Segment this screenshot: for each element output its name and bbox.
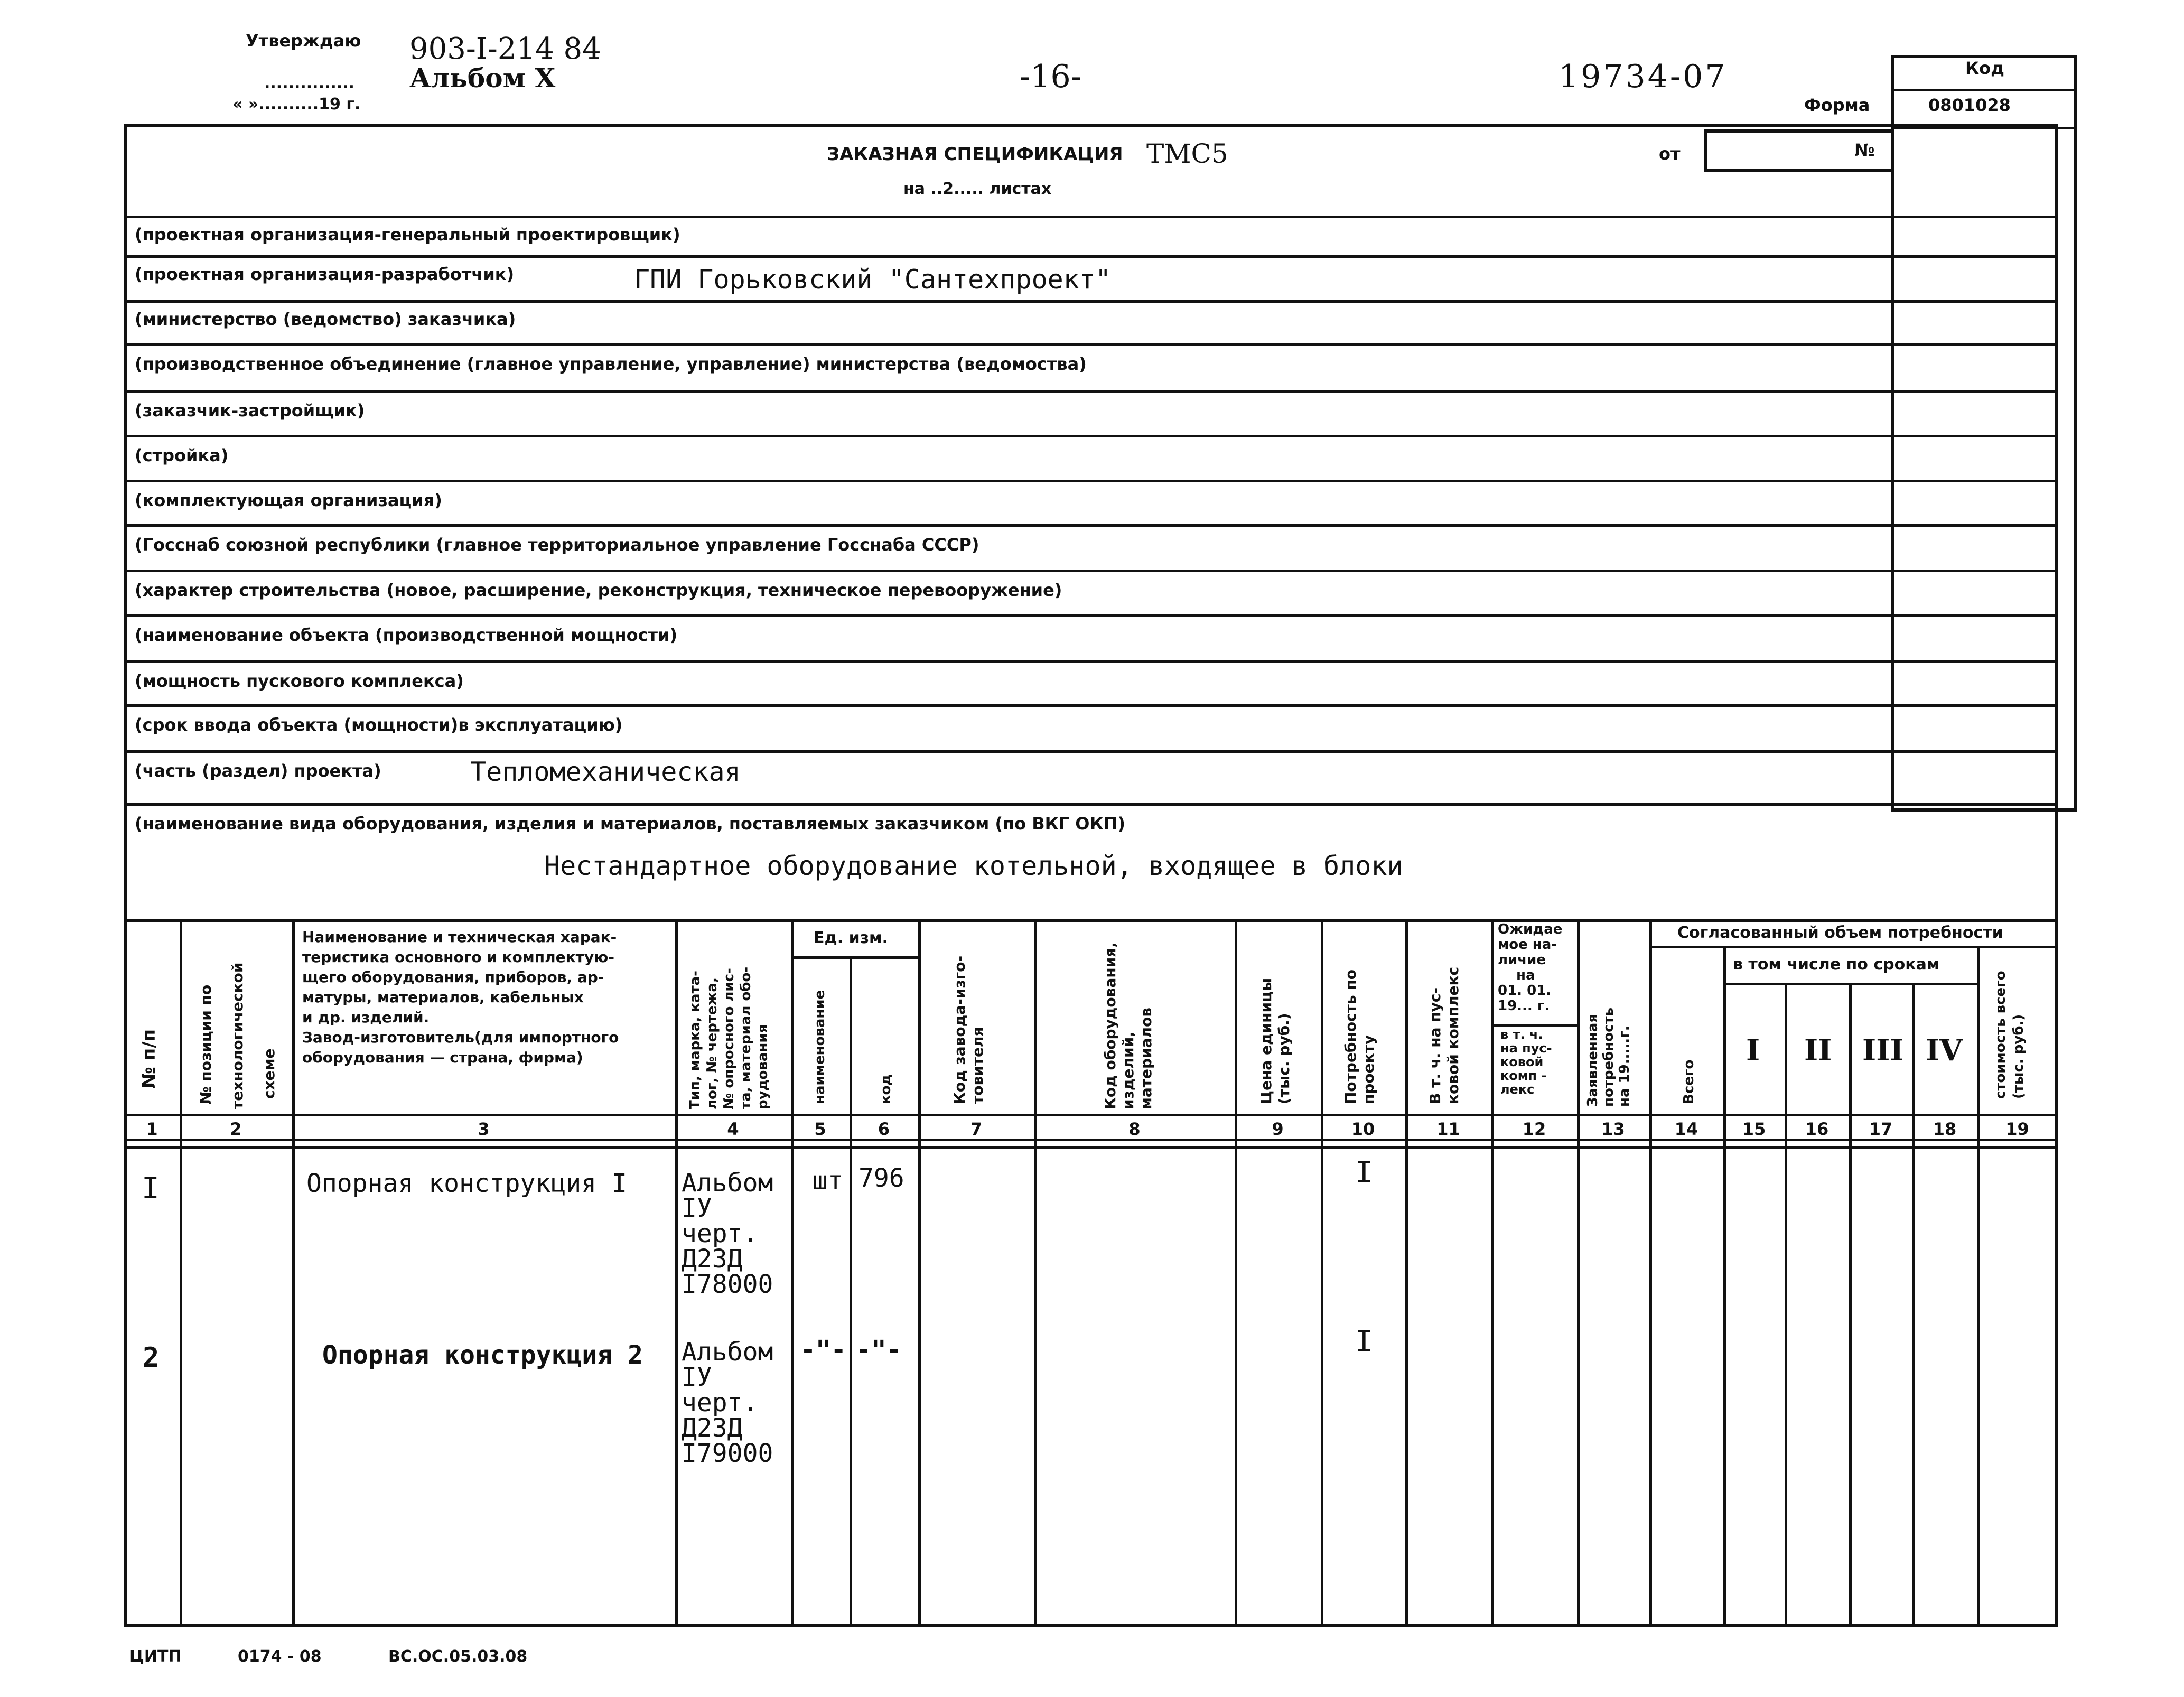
number-label: № [1854,140,1875,160]
kod-label: Код [1965,58,2004,78]
footer-code1: 0174 - 08 [238,1647,322,1666]
header-terms: в том числе по срокам [1733,955,1940,974]
header-declared-3: на 19.....г. [1617,1025,1632,1107]
header-name-line7: оборудования — страна, фирма) [302,1049,583,1066]
header-expected-5: 01. 01. [1498,983,1552,999]
header-launch-1: В т. ч. на пус- [1426,987,1444,1104]
header-price-2: (тыс. руб.) [1275,1013,1293,1104]
header-total: Всего [1681,1059,1697,1104]
field-equipment-type-value: Нестандартное оборудование котельной, входящее в блоки [544,851,1403,881]
header-name-line5: и др. изделий. [302,1009,430,1026]
header-position-3: схеме [260,1048,278,1099]
header-name-line4: матуры, материалов, кабельных [302,989,584,1006]
header-expected-4: на [1516,967,1535,983]
col-num-9: 9 [1272,1119,1284,1139]
col-num-6: 6 [878,1119,890,1139]
project-code: 903-I-214 84 [409,32,601,66]
header-q4: IV [1926,1033,1963,1068]
field-equipment-type: (наименование вида оборудования, изделия и материалов, поставляемых заказчиком (по ВКГ ОКП) [135,814,1126,834]
header-q2: II [1804,1033,1832,1068]
field-gossnab: (Госснаб союзной республики (главное территориальное управление Госснаба СССР) [135,535,979,555]
header-q3: III [1862,1033,1904,1068]
header-type-line2: лог, № чертежа, [704,977,720,1109]
page-number: -16- [1020,58,1081,95]
row-item-type: Альбом IУ черт. Д23Д I78000 [682,1168,773,1299]
field-commissioning: (срок ввода объекта (мощности)в эксплуатацию) [135,715,623,735]
approval-dots: ............... [264,74,354,92]
col-num-13: 13 [1601,1119,1625,1139]
header-unit: Ед. изм. [814,929,888,947]
header-need-2: проекту [1360,1034,1377,1104]
album-label: Альбом X [409,62,556,94]
header-number: № п/п [138,1029,160,1088]
row-need: I [1355,1325,1373,1359]
header-unit-code: код [878,1074,894,1104]
spec-code: ТМС5 [1146,138,1228,169]
header-equip-code-3: материалов [1137,1007,1155,1109]
col-num-5: 5 [814,1119,826,1139]
field-general-designer: (проектная организация-генеральный проектировщик) [135,225,680,245]
header-equip-code-2: изделий, [1119,1031,1137,1109]
header-declared-2: потребность [1601,1007,1617,1107]
field-construction: (стройка) [135,445,229,465]
approval-label: Утверждаю [246,31,361,51]
header-expected-launch-1: в т. ч. [1500,1027,1543,1042]
header-equip-code-1: Код оборудования, [1102,942,1119,1109]
col-num-2: 2 [230,1119,242,1139]
header-plant-code-1: Код завода-изго- [951,955,968,1104]
header-type-line4: та, материал обо- [738,966,754,1109]
header-type-line1: Тип, марка, ката- [687,971,703,1109]
header-name-line2: теристика основного и комплектую- [302,948,614,966]
date-from-label: от [1659,144,1681,164]
header-expected-3: личие [1498,952,1546,968]
header-expected-launch-5: лекс [1500,1082,1535,1097]
header-cost-1: стоимость всего [1993,971,2009,1099]
header-type-line5: рудования [755,1024,771,1109]
row-unit-name: шт [813,1166,843,1196]
header-plant-code-2: товителя [969,1027,986,1104]
field-supplier: (комплектующая организация) [135,490,442,510]
col-num-18: 18 [1933,1119,1957,1139]
kod-value: 0801028 [1928,95,2011,115]
col-num-17: 17 [1869,1119,1893,1139]
row-item-name: Опорная конструкция I [306,1169,627,1198]
field-ministry: (министерство (ведомство) заказчика) [135,309,516,329]
header-need-1: Потребность по [1342,969,1359,1104]
sheets-count: на ..2..... листах [903,180,1052,198]
header-agreed: Согласованный объем потребности [1677,924,2003,942]
header-q1: I [1746,1033,1760,1068]
row-unit-code: 796 [858,1163,904,1193]
footer-org: ЦИТП [129,1647,182,1666]
row-number: 2 [143,1342,160,1374]
header-declared-1: Заявленная [1585,1013,1601,1107]
header-position-2: технологической [229,962,246,1109]
row-number: I [142,1171,160,1206]
header-expected-1: Ожидае [1498,921,1563,937]
header-position-1: № позиции по [197,984,214,1104]
col-num-7: 7 [970,1119,983,1139]
field-association: (производственное объединение (главное управление, управление) министерства (ведомоства) [135,354,1087,374]
header-expected-launch-2: на пус- [1500,1041,1552,1056]
field-customer: (заказчик-застройщик) [135,400,365,421]
header-expected-2: мое на- [1498,937,1557,953]
col-num-11: 11 [1436,1119,1460,1139]
field-object: (наименование объекта (производственной мощности) [135,625,678,645]
col-num-14: 14 [1674,1119,1698,1139]
forma-label: Форма [1804,95,1870,115]
row-unit-name: -"- [800,1335,846,1365]
header-cost-2: (тыс. руб.) [2011,1014,2027,1099]
col-num-16: 16 [1805,1119,1829,1139]
field-section: (часть (раздел) проекта) [135,761,381,781]
field-section-value: Тепломеханическая [470,757,741,787]
row-item-type: Альбом IУ черт. Д23Д I79000 [682,1337,773,1468]
header-expected-6: 19... г. [1498,998,1550,1014]
col-num-8: 8 [1128,1119,1141,1139]
spec-title: ЗАКАЗНАЯ СПЕЦИФИКАЦИЯ [827,144,1123,165]
header-expected-launch-3: ковой [1500,1055,1544,1069]
approval-date: « »..........19 г. [232,95,361,114]
col-num-4: 4 [727,1119,739,1139]
row-item-name: Опорная конструкция 2 [322,1340,643,1370]
header-name-line1: Наименование и техническая харак- [302,928,617,946]
field-construction-type: (характер строительства (новое, расширение, реконструкция, техническое перевооружение) [135,580,1062,600]
field-capacity: (мощность пускового комплекса) [135,671,464,691]
col-num-19: 19 [2005,1119,2029,1139]
field-developer: (проектная организация-разработчик) [135,264,515,284]
header-expected-launch-4: комп - [1500,1068,1547,1083]
doc-number: 19734-07 [1558,58,1728,95]
col-num-12: 12 [1522,1119,1546,1139]
col-num-10: 10 [1351,1119,1375,1139]
row-unit-code: -"- [856,1335,902,1365]
header-type-line3: № опросного лис- [721,968,737,1109]
field-developer-value: ГПИ Горьковский "Сантехпроект" [634,264,1112,295]
col-num-15: 15 [1742,1119,1766,1139]
header-launch-2: ковой комплекс [1444,966,1462,1104]
footer-code2: ВС.ОС.05.03.08 [388,1647,528,1666]
col-num-1: 1 [146,1119,158,1139]
col-num-3: 3 [478,1119,490,1139]
header-unit-name: наименование [812,990,828,1104]
header-name-line3: щего оборудования, приборов, ар- [302,968,604,986]
row-need: I [1355,1155,1373,1190]
header-price-1: Цена единицы [1257,977,1275,1104]
header-name-line6: Завод-изготовитель(для импортного [302,1029,619,1046]
